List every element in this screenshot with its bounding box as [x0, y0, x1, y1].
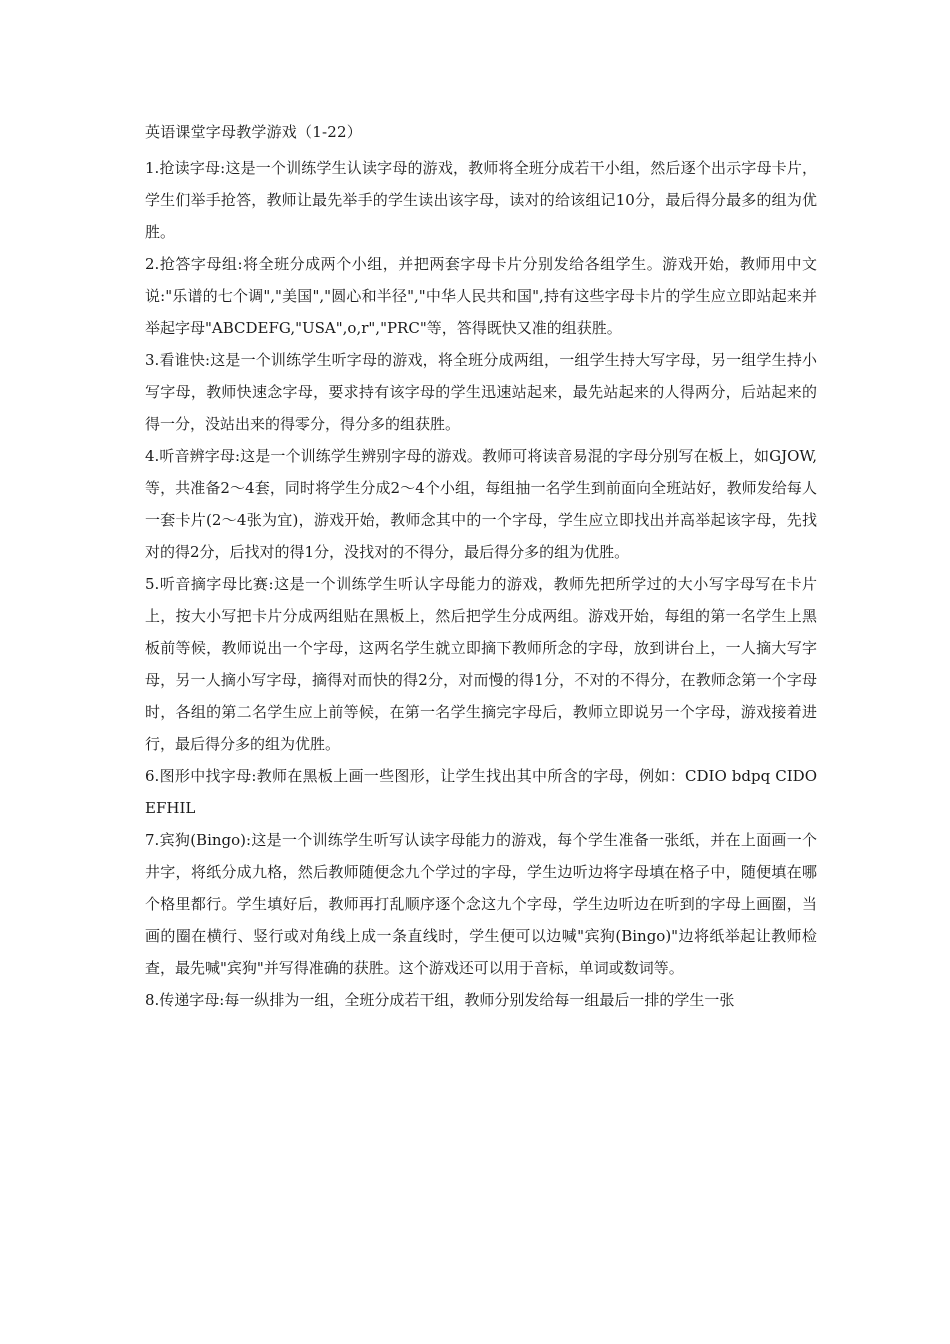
paragraph-1: 1.抢读字母:这是一个训练学生认读字母的游戏，教师将全班分成若干小组，然后逐个出示字母卡片，学生们举手抢答，教师让最先举手的学生读出该字母，读对的给该组记10分，最后得分最多的组为优胜。: [145, 159, 817, 241]
paragraph-6: 6.图形中找字母:教师在黑板上画一些图形，让学生找出其中所含的字母，例如：CDIO bdpq CIDO EFHIL: [145, 767, 817, 817]
document-title: 英语课堂字母教学游戏（1-22）: [145, 123, 362, 141]
paragraph-3: 3.看谁快:这是一个训练学生听字母的游戏，将全班分成两组，一组学生持大写字母，另一组学生持小写字母，教师快速念字母，要求持有该字母的学生迅速站起来，最先站起来的人得两分，后站起来的得一分，没站出来的得零分，得分多的组获胜。: [145, 351, 817, 433]
paragraph-4: 4.听音辨字母:这是一个训练学生辨别字母的游戏。教师可将读音易混的字母分别写在板上，如GJOW,等，共准备2～4套，同时将学生分成2～4个小组，每组抽一名学生到前面向全班站好，教师发给每人一套卡片(2～4张为宜)，游戏开始，教师念其中的一个字母，学生应立即找出并高举起该字母，先找对的得2分，后找对的得1分，没找对的不得分，最后得分多的组为优胜。: [145, 447, 817, 561]
document-page: [145, 120, 817, 1016]
paragraph-5: 5.听音摘字母比赛:这是一个训练学生听认字母能力的游戏，教师先把所学过的大小写字母写在卡片上，按大小写把卡片分成两组贴在黑板上，然后把学生分成两组。游戏开始，每组的第一名学生上黑板前等候，教师说出一个字母，这两名学生就立即摘下教师所念的字母，放到讲台上，一人摘大写字母，另一人摘小写字母，摘得对而快的得2分，对而慢的得1分，不对的不得分，在教师念第一个字母时，各组的第二名学生应上前等候，在第一名学生摘完字母后，教师立即说另一个字母，游戏接着进行，最后得分多的组为优胜。: [145, 575, 817, 753]
paragraph-8: 8.传递字母:每一纵排为一组，全班分成若干组，教师分别发给每一组最后一排的学生一张: [145, 991, 735, 1009]
paragraph-2: 2.抢答字母组:将全班分成两个小组，并把两套字母卡片分别发给各组学生。游戏开始，教师用中文说:"乐谱的七个调","美国","圆心和半径","中华人民共和国",持有这些字母卡片的学生应立即站起来并举起字母"ABCDEFG,"USA",o,r","PRC"等，答得既快又准的组获胜。: [145, 255, 817, 337]
paragraph-7: 7.宾狗(Bingo):这是一个训练学生听写认读字母能力的游戏，每个学生准备一张纸，并在上面画一个井字，将纸分成九格，然后教师随便念九个学过的字母，学生边听边将字母填在格子中，随便填在哪个格里都行。学生填好后，教师再打乱顺序逐个念这九个字母，学生边听边在听到的字母上画圈，当画的圈在横行、竖行或对角线上成一条直线时，学生便可以边喊"宾狗(Bingo)"边将纸举起让教师检查，最先喊"宾狗"并写得准确的获胜。这个游戏还可以用于音标，单词或数词等。: [145, 831, 817, 977]
